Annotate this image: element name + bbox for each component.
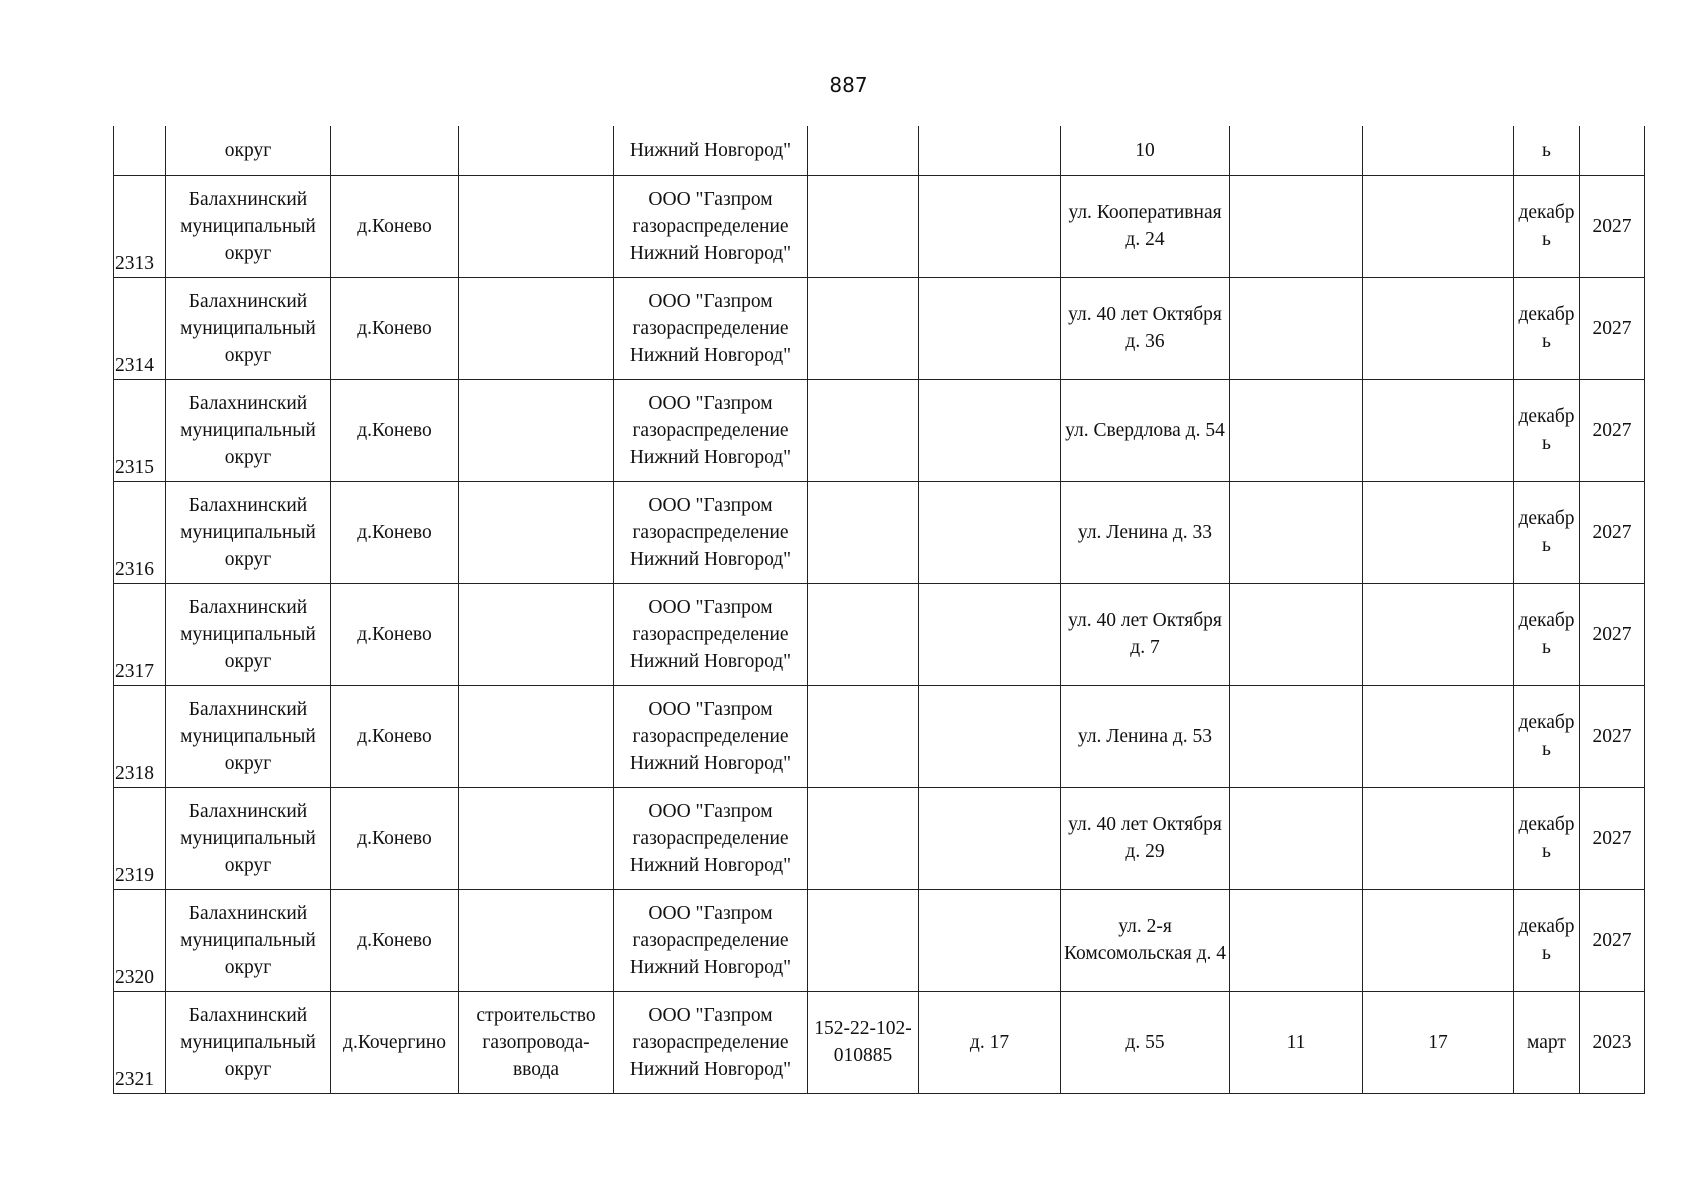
cell-num: 2319 bbox=[114, 787, 166, 889]
cell-from: д. 17 bbox=[919, 991, 1061, 1093]
cell-month: декабр ь bbox=[1514, 583, 1580, 685]
cell-c10 bbox=[1363, 126, 1514, 175]
table-row bbox=[114, 379, 1645, 481]
cell-operator: ООО "Газпром газораспределение Нижний Новгород" bbox=[614, 481, 808, 583]
cell-c10 bbox=[1363, 379, 1514, 481]
cell-year: 2027 bbox=[1580, 685, 1645, 787]
cell-from bbox=[919, 787, 1061, 889]
cell-code: 152-22-102-010885 bbox=[808, 991, 919, 1093]
cell-locality: д.Конево bbox=[331, 175, 459, 277]
cell-month: март bbox=[1514, 991, 1580, 1093]
cell-operator: ООО "Газпром газораспределение Нижний Новгород" bbox=[614, 685, 808, 787]
cell-code bbox=[808, 889, 919, 991]
cell-operator: ООО "Газпром газораспределение Нижний Новгород" bbox=[614, 787, 808, 889]
cell-month: декабр ь bbox=[1514, 379, 1580, 481]
cell-to: д. 55 bbox=[1061, 991, 1230, 1093]
cell-code bbox=[808, 126, 919, 175]
cell-locality: д.Конево bbox=[331, 379, 459, 481]
cell-c9 bbox=[1230, 685, 1363, 787]
cell-to: 10 bbox=[1061, 126, 1230, 175]
cell-work bbox=[459, 481, 614, 583]
cell-to: ул. 40 лет Октября д. 36 bbox=[1061, 277, 1230, 379]
cell-from bbox=[919, 583, 1061, 685]
cell-code bbox=[808, 583, 919, 685]
cell-district: Балахнинский муниципальный округ bbox=[166, 379, 331, 481]
cell-district: Балахнинский муниципальный округ bbox=[166, 889, 331, 991]
cell-num: 2321 bbox=[114, 991, 166, 1093]
cell-code bbox=[808, 379, 919, 481]
cell-month: декабр ь bbox=[1514, 787, 1580, 889]
cell-locality: д.Конево bbox=[331, 889, 459, 991]
cell-to: ул. Кооперативная д. 24 bbox=[1061, 175, 1230, 277]
cell-year: 2027 bbox=[1580, 787, 1645, 889]
cell-num: 2315 bbox=[114, 379, 166, 481]
cell-from bbox=[919, 685, 1061, 787]
table-row bbox=[114, 277, 1645, 379]
cell-from bbox=[919, 379, 1061, 481]
cell-locality: д.Конево bbox=[331, 277, 459, 379]
cell-year: 2023 bbox=[1580, 991, 1645, 1093]
cell-district: Балахнинский муниципальный округ bbox=[166, 481, 331, 583]
cell-operator: ООО "Газпром газораспределение Нижний Новгород" bbox=[614, 175, 808, 277]
cell-district: Балахнинский муниципальный округ bbox=[166, 685, 331, 787]
cell-num: 2317 bbox=[114, 583, 166, 685]
cell-from bbox=[919, 126, 1061, 175]
cell-c9 bbox=[1230, 126, 1363, 175]
cell-year: 2027 bbox=[1580, 889, 1645, 991]
table-body bbox=[114, 126, 1645, 1093]
cell-code bbox=[808, 175, 919, 277]
cell-c9 bbox=[1230, 787, 1363, 889]
cell-c10 bbox=[1363, 481, 1514, 583]
cell-c10 bbox=[1363, 277, 1514, 379]
cell-code bbox=[808, 481, 919, 583]
cell-work bbox=[459, 583, 614, 685]
cell-code bbox=[808, 787, 919, 889]
table-row bbox=[114, 991, 1645, 1093]
cell-to: ул. 2-я Комсомольская д. 4 bbox=[1061, 889, 1230, 991]
table-row bbox=[114, 685, 1645, 787]
register-table bbox=[113, 126, 1645, 1094]
cell-c9 bbox=[1230, 889, 1363, 991]
cell-work bbox=[459, 889, 614, 991]
cell-month: декабр ь bbox=[1514, 889, 1580, 991]
table-row bbox=[114, 583, 1645, 685]
cell-c10 bbox=[1363, 787, 1514, 889]
table-row bbox=[114, 889, 1645, 991]
cell-work: строительство газопровода-ввода bbox=[459, 991, 614, 1093]
cell-year bbox=[1580, 126, 1645, 175]
cell-c10: 17 bbox=[1363, 991, 1514, 1093]
cell-num: 2313 bbox=[114, 175, 166, 277]
cell-from bbox=[919, 175, 1061, 277]
cell-operator: Нижний Новгород" bbox=[614, 126, 808, 175]
cell-c10 bbox=[1363, 583, 1514, 685]
cell-to: ул. 40 лет Октября д. 29 bbox=[1061, 787, 1230, 889]
cell-work bbox=[459, 175, 614, 277]
cell-district: Балахнинский муниципальный округ bbox=[166, 277, 331, 379]
cell-work bbox=[459, 277, 614, 379]
cell-district: Балахнинский муниципальный округ bbox=[166, 175, 331, 277]
cell-operator: ООО "Газпром газораспределение Нижний Новгород" bbox=[614, 991, 808, 1093]
cell-num: 2314 bbox=[114, 277, 166, 379]
cell-to: ул. Свердлова д. 54 bbox=[1061, 379, 1230, 481]
cell-c9: 11 bbox=[1230, 991, 1363, 1093]
cell-district: округ bbox=[166, 126, 331, 175]
cell-operator: ООО "Газпром газораспределение Нижний Новгород" bbox=[614, 583, 808, 685]
cell-year: 2027 bbox=[1580, 583, 1645, 685]
cell-num: 2316 bbox=[114, 481, 166, 583]
cell-district: Балахнинский муниципальный округ bbox=[166, 787, 331, 889]
cell-c10 bbox=[1363, 889, 1514, 991]
cell-c9 bbox=[1230, 379, 1363, 481]
cell-to: ул. Ленина д. 33 bbox=[1061, 481, 1230, 583]
cell-code bbox=[808, 277, 919, 379]
table-row bbox=[114, 481, 1645, 583]
cell-year: 2027 bbox=[1580, 277, 1645, 379]
cell-operator: ООО "Газпром газораспределение Нижний Новгород" bbox=[614, 889, 808, 991]
continuation-row bbox=[114, 126, 1645, 175]
cell-year: 2027 bbox=[1580, 175, 1645, 277]
cell-num: 2318 bbox=[114, 685, 166, 787]
cell-from bbox=[919, 889, 1061, 991]
cell-to: ул. 40 лет Октября д. 7 bbox=[1061, 583, 1230, 685]
cell-operator: ООО "Газпром газораспределение Нижний Новгород" bbox=[614, 277, 808, 379]
cell-c9 bbox=[1230, 175, 1363, 277]
cell-c10 bbox=[1363, 175, 1514, 277]
cell-locality: д.Конево bbox=[331, 787, 459, 889]
cell-month: декабр ь bbox=[1514, 175, 1580, 277]
cell-work bbox=[459, 126, 614, 175]
cell-from bbox=[919, 481, 1061, 583]
cell-to: ул. Ленина д. 53 bbox=[1061, 685, 1230, 787]
cell-work bbox=[459, 379, 614, 481]
cell-work bbox=[459, 685, 614, 787]
cell-c9 bbox=[1230, 481, 1363, 583]
cell-code bbox=[808, 685, 919, 787]
cell-num bbox=[114, 126, 166, 175]
cell-locality: д.Конево bbox=[331, 481, 459, 583]
cell-num: 2320 bbox=[114, 889, 166, 991]
cell-month: декабр ь bbox=[1514, 277, 1580, 379]
cell-district: Балахнинский муниципальный округ bbox=[166, 583, 331, 685]
cell-locality: д.Кочергино bbox=[331, 991, 459, 1093]
cell-district: Балахнинский муниципальный округ bbox=[166, 991, 331, 1093]
cell-month: декабр ь bbox=[1514, 685, 1580, 787]
cell-from bbox=[919, 277, 1061, 379]
cell-locality: д.Конево bbox=[331, 685, 459, 787]
cell-work bbox=[459, 787, 614, 889]
cell-operator: ООО "Газпром газораспределение Нижний Новгород" bbox=[614, 379, 808, 481]
cell-locality bbox=[331, 126, 459, 175]
cell-locality: д.Конево bbox=[331, 583, 459, 685]
cell-year: 2027 bbox=[1580, 481, 1645, 583]
table-row bbox=[114, 787, 1645, 889]
cell-c9 bbox=[1230, 277, 1363, 379]
cell-c10 bbox=[1363, 685, 1514, 787]
cell-month: декабр ь bbox=[1514, 481, 1580, 583]
page-number: 887 bbox=[829, 73, 868, 97]
cell-c9 bbox=[1230, 583, 1363, 685]
table-row bbox=[114, 175, 1645, 277]
cell-month: ь bbox=[1514, 126, 1580, 175]
cell-year: 2027 bbox=[1580, 379, 1645, 481]
